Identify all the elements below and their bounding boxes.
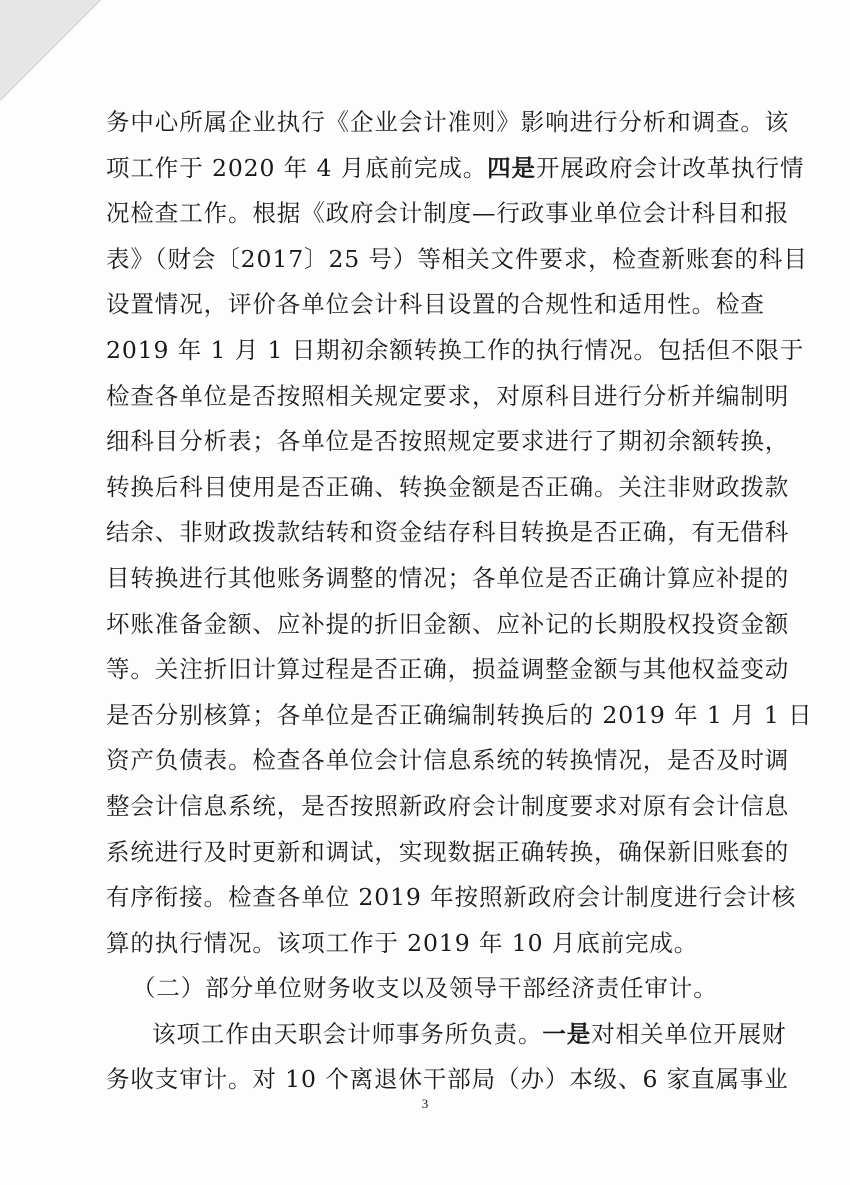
text-line: 是否分别核算；各单位是否正确编制转换后的 2019 年 1 月 1 日 xyxy=(106,700,813,729)
bold-marker: 一是 xyxy=(542,1019,592,1048)
section-heading: （二）部分单位财务收支以及领导干部经济责任审计。 xyxy=(132,974,718,1003)
text-line: 2019 年 1 月 1 日期初余额转换工作的执行情况。包括但不限于 xyxy=(106,335,805,364)
text-line: 况检查工作。根据《政府会计制度—行政事业单位会计科目和报 xyxy=(106,199,790,228)
text-line: 务中心所属企业执行《企业会计准则》影响进行分析和调查。该 xyxy=(106,108,790,136)
text-line: 结余、非财政拨款结转和资金结存科目转换是否正确，有无借科 xyxy=(106,518,790,547)
text-line: 等。关注折旧计算过程是否正确，损益调整金额与其他权益变动 xyxy=(106,655,790,684)
text-line: 检查各单位是否按照相关规定要求，对原科目进行分析并编制明 xyxy=(106,381,790,410)
text-line: 整会计信息系统，是否按照新政府会计制度要求对原有会计信息 xyxy=(106,791,790,820)
text-segment: 项工作于 2020 年 4 月底前完成。 xyxy=(106,153,488,182)
text-line: 目转换进行其他账务调整的情况；各单位是否正确计算应补提的 xyxy=(106,563,790,592)
text-line: 转换后科目使用是否正确、转换金额是否正确。关注非财政拨款 xyxy=(106,472,790,501)
text-line: 务收支审计。对 10 个离退休干部局（办）本级、6 家直属事业 xyxy=(106,1065,789,1094)
page-number: 3 xyxy=(421,1096,429,1111)
bold-marker: 四是 xyxy=(487,153,536,182)
text-line: 坏账准备金额、应补提的折旧金额、应补记的长期股权投资金额 xyxy=(106,609,790,638)
text-line: 系统进行及时更新和调试，实现数据正确转换，确保新旧账套的 xyxy=(106,837,790,866)
text-line xyxy=(106,146,805,192)
body-text xyxy=(106,100,813,1103)
text-line: 算的执行情况。该项工作于 2019 年 10 月底前完成。 xyxy=(106,928,699,957)
text-line: 有序衔接。检查各单位 2019 年按照新政府会计制度进行会计核 xyxy=(106,883,797,912)
text-line: 表》（财会〔2017〕25 号）等相关文件要求，检查新账套的科目 xyxy=(106,244,808,273)
text-line: 设置情况，评价各单位会计科目设置的合规性和适用性。检查 xyxy=(106,290,765,319)
text-segment: 对相关单位开展财 xyxy=(591,1019,787,1048)
text-line: 细科目分析表；各单位是否按照规定要求进行了期初余额转换， xyxy=(106,427,790,456)
text-segment: 该项工作由天职会计师事务所负责。 xyxy=(152,1019,543,1048)
text-line: 资产负债表。检查各单位会计信息系统的转换情况，是否及时调 xyxy=(106,746,790,775)
text-line xyxy=(106,1012,787,1058)
text-segment: 开展政府会计改革执行情 xyxy=(535,153,805,182)
